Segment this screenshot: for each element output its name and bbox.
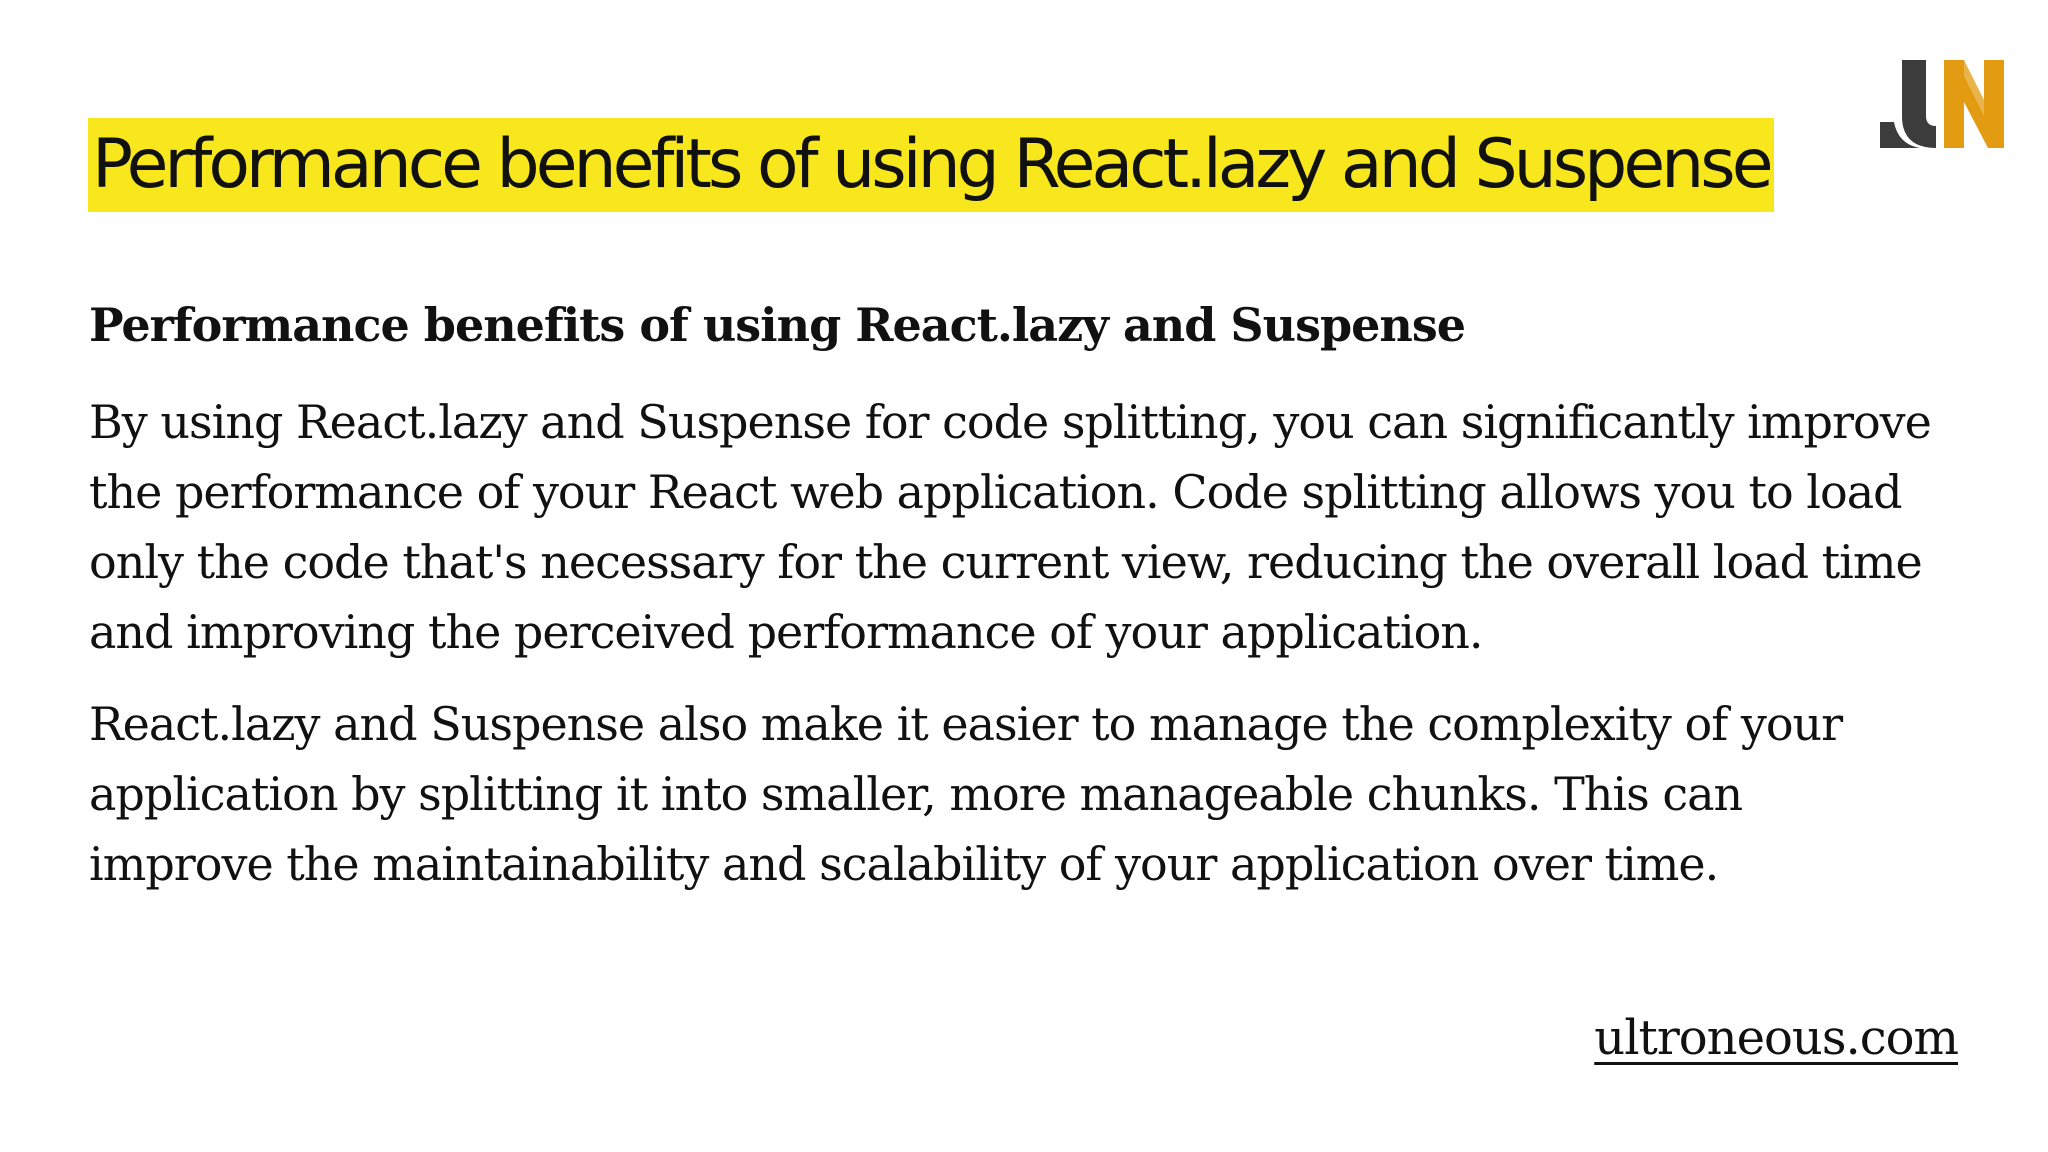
paragraph-1-line: By using React.lazy and Suspense for code splitting, you can significantly improve	[89, 395, 1931, 449]
section-heading: Performance benefits of using React.lazy and Suspense	[89, 298, 1466, 352]
paragraph-1-line: and improving the perceived performance of your application.	[89, 605, 1483, 659]
paragraph-2-line: improve the maintainability and scalability of your application over time.	[89, 837, 1719, 891]
paragraph-1	[89, 387, 1989, 667]
paragraph-1-line: only the code that's necessary for the current view, reducing the overall load time	[89, 535, 1922, 589]
paragraph-2-line: React.lazy and Suspense also make it easier to manage the complexity of your	[89, 697, 1843, 751]
ultroneous-logo-icon	[1880, 56, 2006, 152]
website-link[interactable]: ultroneous.com	[1594, 1010, 1958, 1066]
slide-content	[89, 285, 1989, 899]
paragraph-1-line: the performance of your React web application. Code splitting allows you to load	[89, 465, 1902, 519]
slide-title: Performance benefits of using React.lazy and Suspense	[88, 118, 1774, 212]
paragraph-2	[89, 689, 1989, 899]
paragraph-2-line: application by splitting it into smaller, more manageable chunks. This can	[89, 767, 1743, 821]
